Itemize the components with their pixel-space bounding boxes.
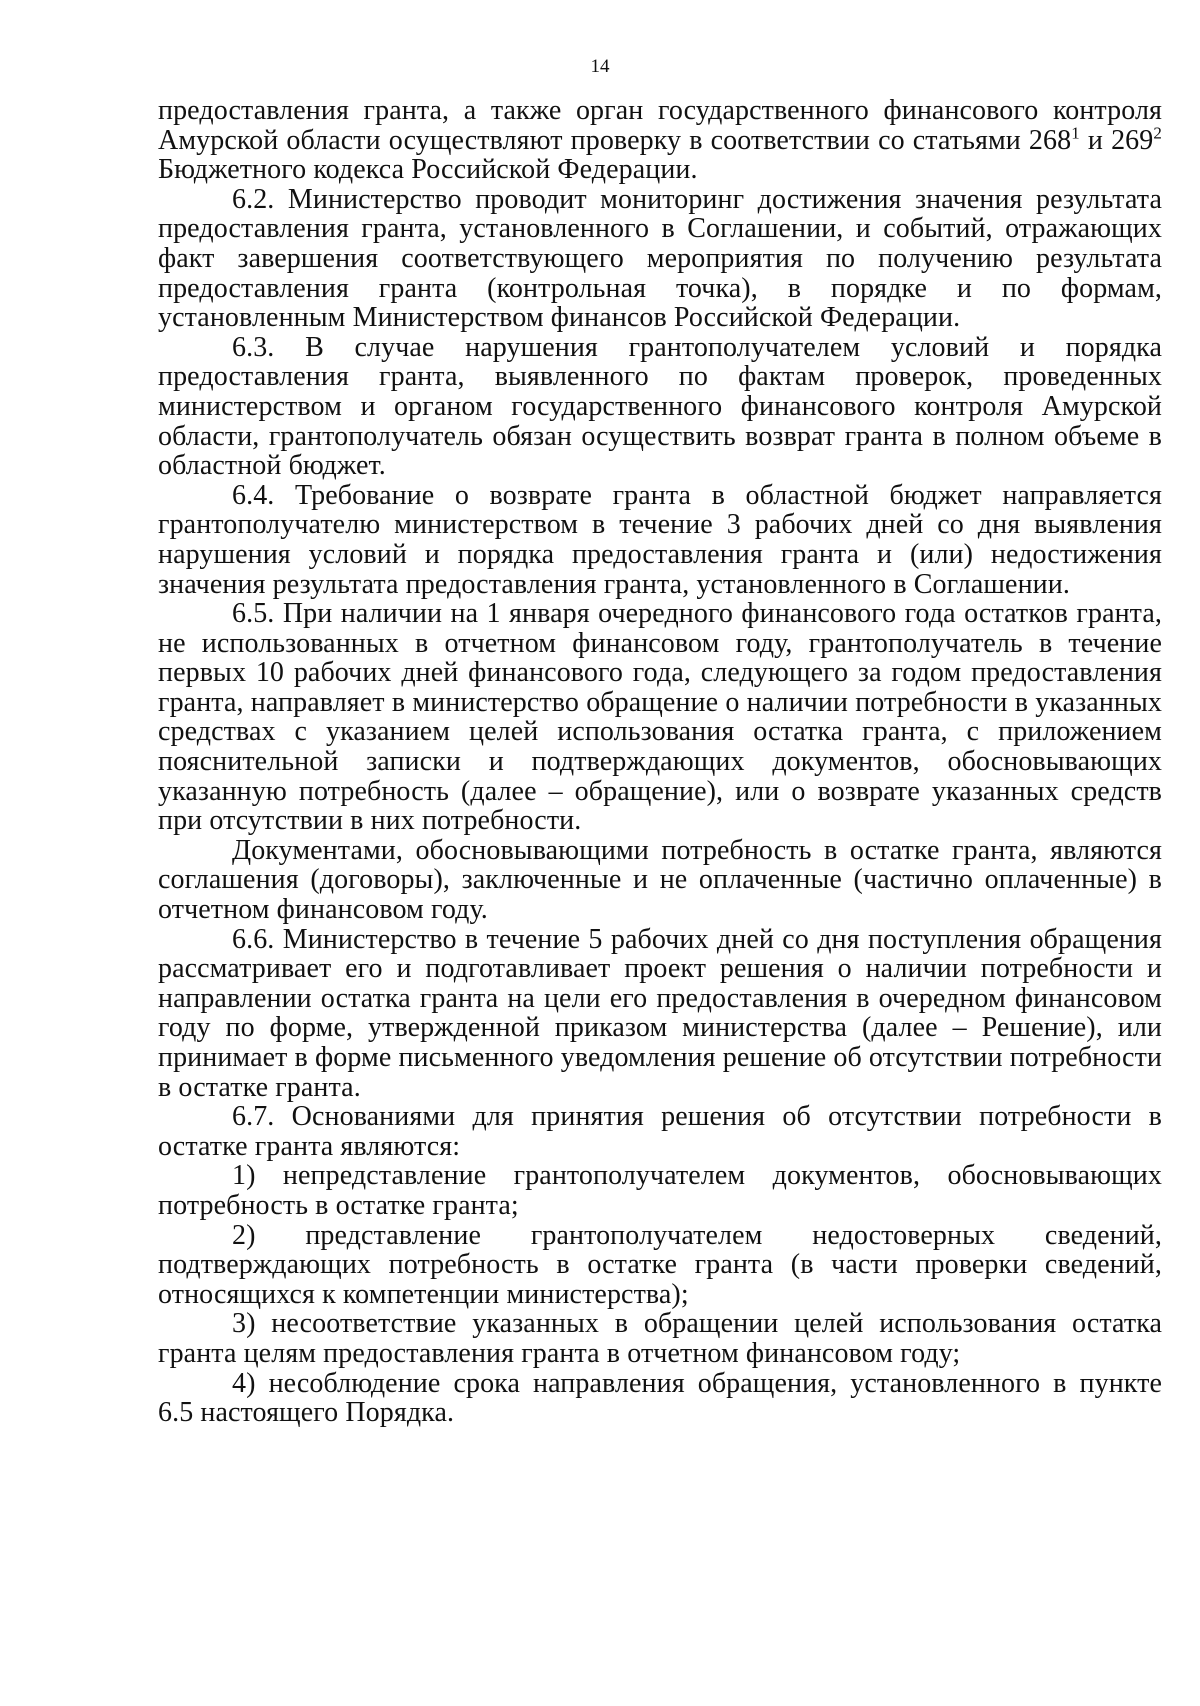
paragraph-p-documents — [158, 836, 1162, 925]
paragraph-text: 4) несоблюдение срока направления обращения, установленного в пункте 6.5 настоящего Порядка. — [158, 1367, 1162, 1429]
paragraph-text: 6.5. При наличии на 1 января очередного финансового года остатков гранта, не использованных в отчетном финансовом году, грантополучатель в течение первых 10 рабочих дней финансового года, следующего за годом предоставления гранта, направляет в министерство обращение о наличии потребности в указанных средствах с указанием целей использования остатка гранта, с приложением пояснительной записки и подтверждающих документов, обосновывающих указанную потребность (далее – обращение), или о возврате указанных средств при отсутствии в них потребности. — [158, 598, 1162, 837]
paragraph-p-6-3 — [158, 333, 1162, 481]
paragraph-text: Документами, обосновывающими потребность в остатке гранта, являются соглашения (договоры), заключенные и не оплаченные (частично оплаченные) в отчетном финансовом году. — [158, 834, 1162, 926]
superscript: 1 — [1071, 123, 1080, 143]
paragraph-p-6-4 — [158, 481, 1162, 599]
paragraph-text: 6.7. Основаниями для принятия решения об отсутствии потребности в остатке гранта являются: — [158, 1101, 1162, 1162]
paragraph-p-6-7 — [158, 1102, 1162, 1161]
paragraph-text: 6.3. В случае нарушения грантополучателем условий и порядка предоставления гранта, выявленного по фактам проверок, проведенных министерством и органом государственного финансового контроля Амурской области, грантополучатель обязан осуществить возврат гранта в полном объеме в областной бюджет. — [158, 331, 1162, 482]
paragraph-text: и 269 — [1079, 124, 1154, 156]
paragraph-p-6-2 — [158, 185, 1162, 333]
paragraph-text: 2) представление грантополучателем недостоверных сведений, подтверждающих потребность в остатке гранта (в части проверки сведений, относящихся к компетенции министерства); — [158, 1219, 1162, 1310]
paragraph-p-item-4 — [158, 1369, 1162, 1428]
paragraph-text: предоставления гранта, а также орган государственного финансового контроля Амурской области осуществляют проверку в соответствии со статьями 268 — [158, 95, 1162, 156]
paragraph-text: 6.4. Требование о возврате гранта в областной бюджет направляется грантополучателю министерством в течение 3 рабочих дней со дня выявления нарушения условий и порядка предоставления гранта и (или) недостижения значения результата предоставления гранта, установленного в Соглашении. — [158, 479, 1162, 600]
paragraph-text: 3) несоответствие указанных в обращении целей использования остатка гранта целям предоставления гранта в отчетном финансовом году; — [158, 1308, 1162, 1369]
paragraph-p-6-5 — [158, 599, 1162, 836]
paragraph-text: 6.6. Министерство в течение 5 рабочих дней со дня поступления обращения рассматривает его и подготавливает проект решения о наличии потребности и направлении остатка гранта на цели его предоставления в очередном финансовом году по форме, утвержденной приказом министерства (далее – Решение), или принимает в форме письменного уведомления решение об отсутствии потребности в остатке гранта. — [158, 923, 1162, 1103]
paragraph-p-item-3 — [158, 1309, 1162, 1368]
document-body — [158, 96, 1162, 1428]
paragraph-p-item-1 — [158, 1161, 1162, 1220]
paragraph-text: 1) непредставление грантополучателем документов, обосновывающих потребность в остатке гранта; — [158, 1160, 1162, 1221]
paragraph-p-continuation — [158, 96, 1162, 185]
paragraph-text: Бюджетного кодекса Российской Федерации. — [158, 154, 698, 186]
page-number: 14 — [590, 56, 610, 77]
paragraph-p-item-2 — [158, 1221, 1162, 1310]
paragraph-text: 6.2. Министерство проводит мониторинг достижения значения результата предоставления гранта, установленного в Соглашении, и событий, отражающих факт завершения соответствующего мероприятия по получению результата предоставления гранта (контрольная точка), в порядке и по формам, установленным Министерством финансов Российской Федерации. — [158, 183, 1162, 334]
paragraph-p-6-6 — [158, 925, 1162, 1103]
superscript: 2 — [1153, 123, 1162, 143]
